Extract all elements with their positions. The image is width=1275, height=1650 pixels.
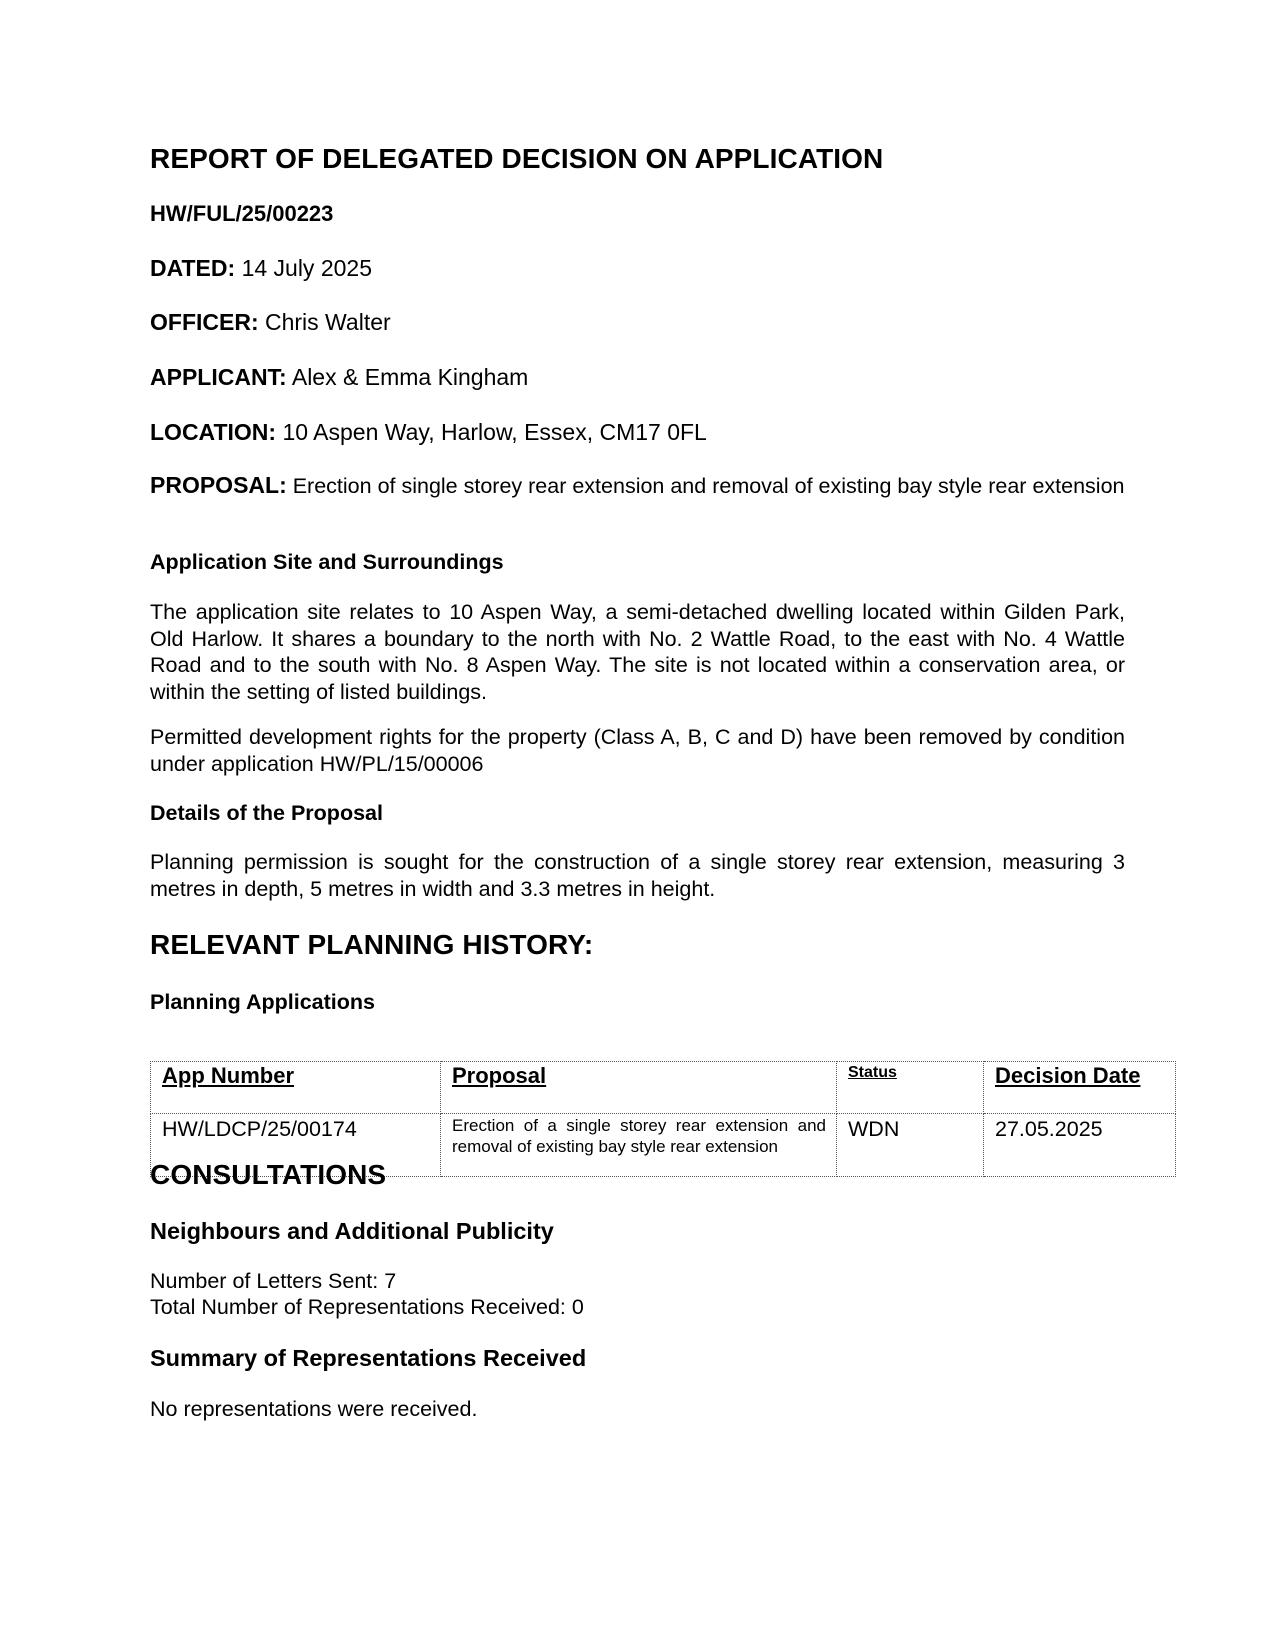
summary-text: No representations were received. [150, 1397, 478, 1421]
summary-heading: Summary of Representations Received [150, 1345, 587, 1371]
permitted-development-note: Permitted development rights for the property (Class A, B, C and D) have been removed by condition under application HW/PL/15/00006 [150, 725, 1125, 776]
dated-value: 14 July 2025 [241, 255, 372, 281]
dated-label: DATED: [150, 255, 236, 281]
representations-total: Total Number of Representations Received: 0 [150, 1295, 584, 1319]
location-label: LOCATION: [150, 419, 277, 445]
proposal-value: Erection of single storey rear extension and removal of existing bay style rear extension [292, 474, 1125, 498]
cell-proposal: Erection of a single storey rear extension and removal of existing bay style rear extension [441, 1114, 837, 1177]
dated-field [150, 255, 372, 282]
proposal-label: PROPOSAL: [150, 472, 287, 498]
planning-history-heading: RELEVANT PLANNING HISTORY: [150, 929, 594, 960]
site-heading: Application Site and Surroundings [150, 550, 504, 574]
letters-sent: Number of Letters Sent: 7 [150, 1269, 397, 1293]
details-heading: Details of the Proposal [150, 801, 383, 825]
officer-value: Chris Walter [265, 309, 391, 335]
column-header-proposal: Proposal [441, 1062, 837, 1114]
planning-applications-subheading: Planning Applications [150, 990, 375, 1014]
document-page [150, 0, 1175, 1650]
column-header-app-number: App Number [151, 1062, 441, 1114]
cell-app-number: HW/LDCP/25/00174 [151, 1114, 441, 1177]
location-field [150, 419, 707, 446]
cell-decision-date: 27.05.2025 [984, 1114, 1176, 1177]
officer-label: OFFICER: [150, 309, 259, 335]
site-description: The application site relates to 10 Aspen Way, a semi-detached dwelling located within Gilden Park, Old Harlow. It shares a boundary to the north with No. 2 Wattle Road, to the east with No. 4 Wattle Road and to the south with No. 8 Aspen Way. The site is not located within a conservation area, or within the setting of listed buildings. [150, 600, 1125, 704]
proposal-field [150, 472, 1125, 500]
location-value: 10 Aspen Way, Harlow, Essex, CM17 0FL [282, 419, 707, 445]
table-header-row [151, 1062, 1176, 1114]
neighbours-heading: Neighbours and Additional Publicity [150, 1218, 554, 1244]
applicant-label: APPLICANT: [150, 364, 287, 390]
column-header-status: Status [837, 1062, 984, 1114]
application-reference: HW/FUL/25/00223 [150, 201, 334, 226]
column-header-decision-date: Decision Date [984, 1062, 1176, 1114]
applicant-field [150, 364, 528, 391]
cell-status: WDN [837, 1114, 984, 1177]
details-description: Planning permission is sought for the construction of a single storey rear extension, measuring 3 metres in depth, 5 metres in width and 3.3 metres in height. [150, 850, 1125, 901]
report-title: REPORT OF DELEGATED DECISION ON APPLICATION [150, 143, 884, 174]
officer-field [150, 309, 391, 336]
consultations-heading: CONSULTATIONS [150, 1159, 387, 1190]
applicant-value: Alex & Emma Kingham [291, 364, 529, 390]
